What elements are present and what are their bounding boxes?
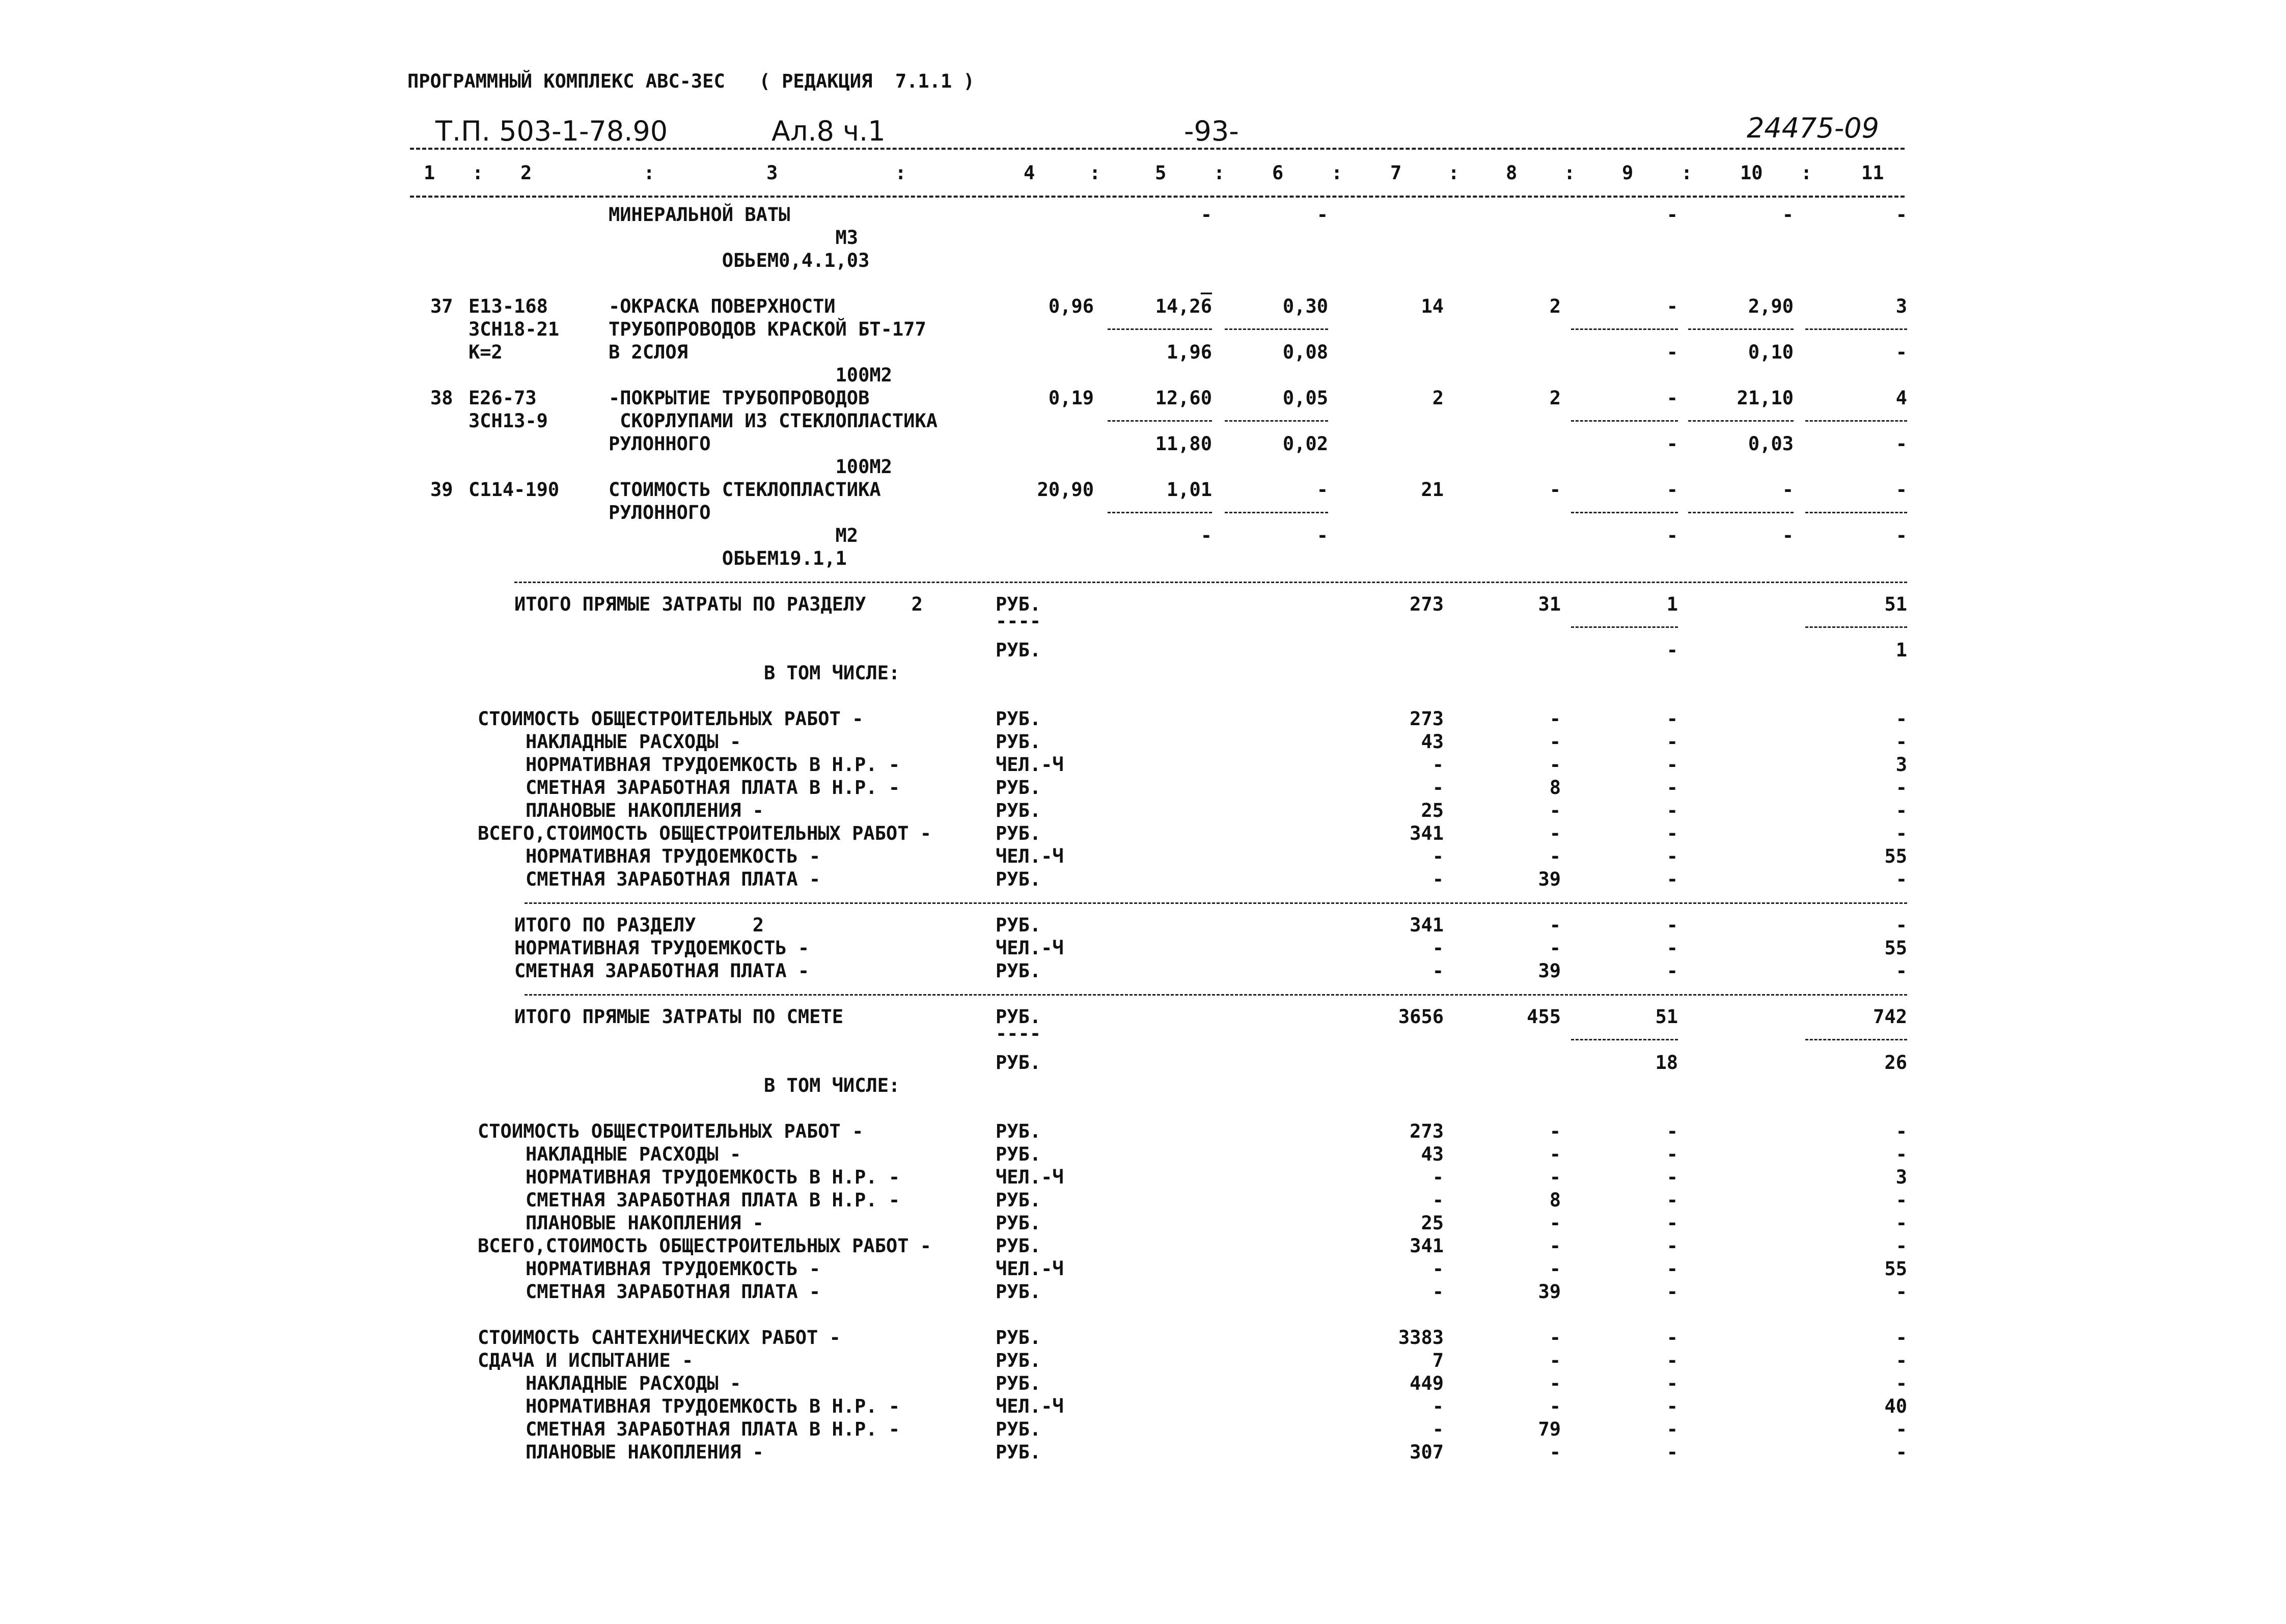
value-col-11: 3 [1895,754,1907,776]
value-col-9: - [1666,341,1678,363]
value-col-5: 11,80 [1155,433,1212,455]
unit-label: РУБ. [996,1418,1041,1440]
unit-label: ЧЕЛ.-Ч [996,1166,1064,1188]
work-description: 100М2 [609,456,892,478]
value-col-7: 2 [1432,387,1444,409]
norm-code: ЗСН18-21 [469,318,560,340]
item-number: 38 [430,387,453,409]
summary-label: СТОИМОСТЬ САНТЕХНИЧЕСКИХ РАБОТ - [478,1327,841,1348]
value-col-11: - [1895,708,1907,730]
value-col-11: - [1895,1418,1907,1440]
value-col-10: - [1782,525,1794,546]
norm-code: К=2 [469,341,503,363]
column-header-rule [410,196,1905,198]
value-col-7: 21 [1421,479,1444,501]
value-col-11: - [1895,731,1907,753]
value-col-8: - [1549,754,1561,776]
work-description: -ПОКРЫТИЕ ТРУБОПРОВОДОВ [609,387,870,409]
value-col-11: 26 [1884,1052,1907,1074]
value-col-9: - [1666,754,1678,776]
value-col-9: - [1666,822,1678,844]
value-col-8: - [1549,479,1561,501]
value-col-8: - [1549,1166,1561,1188]
value-col-9: - [1666,1166,1678,1188]
value-col-11: - [1895,204,1907,226]
unit-label: РУБ. [996,960,1041,982]
value-col-9: 51 [1655,1006,1678,1028]
summary-sublabel: СМЕТНАЯ ЗАРАБОТНАЯ ПЛАТА - [526,1281,821,1303]
unit-label: РУБ. [996,1350,1041,1371]
value-col-9: - [1666,1327,1678,1348]
norm-code: ЗСН13-9 [469,410,548,432]
value-col-8: - [1549,937,1561,959]
value-col-9: - [1666,295,1678,317]
value-col-11: - [1895,1441,1907,1463]
value-col-9: 1 [1666,593,1678,615]
summary-sublabel: НАКЛАДНЫЕ РАСХОДЫ - [526,1372,741,1394]
value-col-6: - [1316,479,1328,501]
value-col-8: 39 [1538,868,1561,890]
summary-sublabel: СМЕТНАЯ ЗАРАБОТНАЯ ПЛАТА В Н.Р. - [526,1418,900,1440]
item-number: 39 [430,479,453,501]
column-separator: : [1681,162,1693,184]
summary-label: СДАЧА И ИСПЫТАНИЕ - [478,1350,694,1371]
value-col-7: 449 [1410,1372,1444,1394]
unit-label: РУБ. [996,1212,1041,1234]
column-number: 10 [1740,162,1763,184]
value-col-7: 273 [1410,708,1444,730]
column-number: 4 [1024,162,1035,184]
value-col-8: 39 [1538,960,1561,982]
value-col-7: - [1432,1258,1444,1280]
value-col-6: - [1316,204,1328,226]
summary-label: СТОИМОСТЬ ОБЩЕСТРОИТЕЛЬНЫХ РАБОТ - [478,708,864,730]
value-col-7: 7 [1432,1350,1444,1371]
value-col-9: - [1666,845,1678,867]
value-col-7: 25 [1421,1212,1444,1234]
value-col-11: - [1895,914,1907,936]
value-col-7: - [1432,1281,1444,1303]
unit-underline: ---- [996,610,1041,632]
value-col-11: - [1895,1350,1907,1371]
column-number: 9 [1622,162,1634,184]
value-col-8: - [1549,1143,1561,1165]
value-col-7: 25 [1421,800,1444,821]
value-col-9: - [1666,525,1678,546]
column-separator: : [1448,162,1459,184]
value-col-10: - [1782,479,1794,501]
value-col-9: - [1666,960,1678,982]
summary-label: ВСЕГО,СТОИМОСТЬ ОБЩЕСТРОИТЕЛЬНЫХ РАБОТ - [478,1235,932,1257]
summary-sublabel: СМЕТНАЯ ЗАРАБОТНАЯ ПЛАТА В Н.Р. - [526,1189,900,1211]
value-divider-col-6 [1225,420,1328,422]
unit-label: РУБ. [996,1052,1041,1074]
value-divider-col-11 [1805,512,1907,513]
summary-sublabel: СМЕТНАЯ ЗАРАБОТНАЯ ПЛАТА - [526,868,821,890]
value-col-8: - [1549,1327,1561,1348]
drawing-code: Т.П. 503-1-78.90 [435,115,668,147]
summary-label: СТОИМОСТЬ ОБЩЕСТРОИТЕЛЬНЫХ РАБОТ - [478,1120,864,1142]
summary-sublabel: НАКЛАДНЫЕ РАСХОДЫ - [526,731,741,753]
unit-label: РУБ. [996,1189,1041,1211]
value-col-9: - [1666,1189,1678,1211]
value-col-9: - [1666,708,1678,730]
value-col-9: - [1666,1350,1678,1371]
value-col-8: - [1549,1441,1561,1463]
value-col-5: - [1200,525,1212,546]
value-divider-col-11 [1805,420,1907,422]
work-description: М2 [609,525,859,546]
value-col-11: - [1895,822,1907,844]
value-col-8: 2 [1549,387,1561,409]
unit-label: ЧЕЛ.-Ч [996,754,1064,776]
value-col-7: 3383 [1398,1327,1444,1348]
column-separator: : [895,162,906,184]
unit-underline: ---- [996,1023,1041,1044]
column-separator: : [1214,162,1225,184]
value-col-7: - [1432,937,1444,959]
value-col-11: - [1895,1327,1907,1348]
value-col-11: 742 [1873,1006,1907,1028]
value-divider-col-9 [1571,626,1678,628]
value-col-8: - [1549,800,1561,821]
unit-label: РУБ. [996,1372,1041,1394]
value-divider-col-5 [1108,420,1212,422]
value-col-8: 31 [1538,593,1561,615]
value-col-5: 1,01 [1166,479,1212,501]
value-col-9: - [1666,731,1678,753]
subheading: В ТОМ ЧИСЛЕ: [764,1075,900,1096]
value-col-10: 0,03 [1748,433,1794,455]
value-col-7: 341 [1410,822,1444,844]
value-col-9: - [1666,1258,1678,1280]
column-separator: : [643,162,655,184]
work-description: ОБЬЕМ19.1,1 [609,547,847,569]
value-col-7: 341 [1410,1235,1444,1257]
value-col-9: - [1666,777,1678,799]
work-description: СКОРЛУПАМИ ИЗ СТЕКЛОПЛАСТИКА [609,410,938,432]
value-col-5: _ [1200,272,1212,294]
unit-label: РУБ. [996,708,1041,730]
work-description: ТРУБОПРОВОДОВ КРАСКОЙ БТ-177 [609,318,926,340]
column-separator: : [1564,162,1576,184]
column-number: 6 [1272,162,1284,184]
value-col-11: 4 [1895,387,1907,409]
value-col-7: 14 [1421,295,1444,317]
value-divider-col-10 [1688,512,1794,513]
value-col-6: 0,08 [1282,341,1328,363]
value-col-11: - [1895,1120,1907,1142]
unit-label: РУБ. [996,800,1041,821]
summary-sublabel: ПЛАНОВЫЕ НАКОПЛЕНИЯ - [526,1212,764,1234]
subtotal-rule [525,994,1907,996]
value-col-8: - [1549,845,1561,867]
summary-sublabel: НОРМАТИВНАЯ ТРУДОЕМКОСТЬ В Н.Р. - [526,1395,900,1417]
column-number: 7 [1390,162,1402,184]
value-col-11: - [1895,1212,1907,1234]
value-col-5: 14,26 [1155,295,1212,317]
summary-label: НОРМАТИВНАЯ ТРУДОЕМКОСТЬ - [514,937,810,959]
value-divider-col-11 [1805,1039,1907,1040]
unit-label: ЧЕЛ.-Ч [996,845,1064,867]
value-col-11: 55 [1884,845,1907,867]
value-col-9: - [1666,1235,1678,1257]
value-col-11: 1 [1895,639,1907,661]
value-col-7: - [1432,1395,1444,1417]
page-number: -93- [1184,115,1239,147]
column-number: 2 [520,162,532,184]
value-col-8: 2 [1549,295,1561,317]
unit-label: РУБ. [996,1235,1041,1257]
value-col-9: - [1666,204,1678,226]
value-col-6: 0,05 [1282,387,1328,409]
column-number: 8 [1506,162,1518,184]
value-col-9: 18 [1655,1052,1678,1074]
value-divider-col-10 [1688,328,1794,330]
value-col-8: - [1549,1235,1561,1257]
value-col-9: - [1666,479,1678,501]
value-col-9: - [1666,914,1678,936]
summary-sublabel: ПЛАНОВЫЕ НАКОПЛЕНИЯ - [526,1441,764,1463]
value-col-4: 0,96 [1048,295,1094,317]
unit-label: РУБ. [996,639,1041,661]
value-col-11: 3 [1895,295,1907,317]
summary-sublabel: ПЛАНОВЫЕ НАКОПЛЕНИЯ - [526,800,764,821]
value-col-9: - [1666,433,1678,455]
value-col-11: 55 [1884,937,1907,959]
value-col-8: 39 [1538,1281,1561,1303]
value-col-5: - [1200,204,1212,226]
work-description: СТОИМОСТЬ СТЕКЛОПЛАСТИКА [609,479,881,501]
unit-label: ЧЕЛ.-Ч [996,1258,1064,1280]
album-ref: Ал.8 ч.1 [772,115,886,147]
value-col-9: - [1666,387,1678,409]
work-description: РУЛОННОГО [609,502,711,524]
column-separator: : [1089,162,1101,184]
value-col-11: 40 [1884,1395,1907,1417]
summary-sublabel: НОРМАТИВНАЯ ТРУДОЕМКОСТЬ В Н.Р. - [526,1166,900,1188]
value-col-11: - [1895,960,1907,982]
value-col-8: - [1549,1120,1561,1142]
unit-label: РУБ. [996,777,1041,799]
summary-label: ИТОГО ПО РАЗДЕЛУ 2 [514,914,764,936]
value-col-7: - [1432,1166,1444,1188]
value-col-11: - [1895,479,1907,501]
work-description: МИНЕРАЛЬНОЙ ВАТЫ [609,204,790,226]
unit-label: РУБ. [996,1441,1041,1463]
value-col-8: - [1549,822,1561,844]
value-col-6: - [1316,525,1328,546]
unit-label: РУБ. [996,593,1041,615]
work-description: РУЛОННОГО [609,433,711,455]
value-col-9: - [1666,1212,1678,1234]
value-col-11: 55 [1884,1258,1907,1280]
value-col-7: - [1432,868,1444,890]
value-divider-col-5 [1108,512,1212,513]
subtotal-rule [525,902,1907,904]
unit-label: РУБ. [996,1327,1041,1348]
value-col-8: 8 [1549,1189,1561,1211]
unit-label: РУБ. [996,1006,1041,1028]
value-col-8: - [1549,731,1561,753]
value-col-9: - [1666,1372,1678,1394]
value-col-8: 455 [1527,1006,1561,1028]
column-separator: : [472,162,484,184]
value-col-10: 0,10 [1748,341,1794,363]
value-col-11: - [1895,1281,1907,1303]
value-col-7: - [1432,1418,1444,1440]
value-col-11: - [1895,1235,1907,1257]
item-number: 37 [430,295,453,317]
value-col-9: - [1666,868,1678,890]
value-col-8: - [1549,1372,1561,1394]
value-col-11: - [1895,800,1907,821]
value-divider-col-9 [1571,1039,1678,1040]
value-divider-col-9 [1571,420,1678,422]
value-col-8: - [1549,1212,1561,1234]
value-col-7: 43 [1421,731,1444,753]
unit-label: ЧЕЛ.-Ч [996,1395,1064,1417]
value-col-9: - [1666,639,1678,661]
value-col-7: 273 [1410,1120,1444,1142]
value-col-9: - [1666,1418,1678,1440]
value-divider-col-11 [1805,328,1907,330]
value-col-11: - [1895,1372,1907,1394]
unit-label: РУБ. [996,914,1041,936]
value-col-7: - [1432,845,1444,867]
value-col-8: 8 [1549,777,1561,799]
value-divider-col-10 [1688,420,1794,422]
summary-sublabel: НАКЛАДНЫЕ РАСХОДЫ - [526,1143,741,1165]
work-description: М3 [609,227,859,249]
value-col-8: - [1549,1258,1561,1280]
value-divider-col-6 [1225,512,1328,513]
value-divider-col-5 [1108,328,1212,330]
header-rule [410,148,1905,150]
subheading: В ТОМ ЧИСЛЕ: [764,662,900,684]
column-number: 11 [1861,162,1884,184]
unit-label: ЧЕЛ.-Ч [996,937,1064,959]
summary-sublabel: НОРМАТИВНАЯ ТРУДОЕМКОСТЬ - [526,1258,821,1280]
norm-code: Е13-168 [469,295,548,317]
value-col-7: - [1432,777,1444,799]
value-col-11: - [1895,1143,1907,1165]
program-header: ПРОГРАММНЫЙ КОМПЛЕКС АВС-3ЕС ( РЕДАКЦИЯ 7.1.1 ) [407,70,975,92]
value-col-8: - [1549,1395,1561,1417]
value-col-10: 2,90 [1748,295,1794,317]
value-col-7: 307 [1410,1441,1444,1463]
value-col-10: - [1782,204,1794,226]
column-number: 3 [766,162,778,184]
summary-label: ИТОГО ПРЯМЫЕ ЗАТРАТЫ ПО СМЕТЕ [514,1006,844,1028]
value-col-7: - [1432,754,1444,776]
unit-label: РУБ. [996,1120,1041,1142]
column-separator: : [1331,162,1343,184]
value-col-11: 51 [1884,593,1907,615]
value-col-7: 273 [1410,593,1444,615]
value-col-11: - [1895,525,1907,546]
value-col-9: - [1666,800,1678,821]
value-col-9: - [1666,1441,1678,1463]
value-col-11: - [1895,1189,1907,1211]
summary-sublabel: НОРМАТИВНАЯ ТРУДОЕМКОСТЬ В Н.Р. - [526,754,900,776]
value-col-8: 79 [1538,1418,1561,1440]
norm-code: Е26-73 [469,387,537,409]
value-col-11: 3 [1895,1166,1907,1188]
summary-label: ВСЕГО,СТОИМОСТЬ ОБЩЕСТРОИТЕЛЬНЫХ РАБОТ - [478,822,932,844]
summary-sublabel: НОРМАТИВНАЯ ТРУДОЕМКОСТЬ - [526,845,821,867]
document-number: 24475-09 [1747,112,1879,144]
section-rule [514,582,1907,583]
value-col-9: - [1666,937,1678,959]
value-col-4: 0,19 [1048,387,1094,409]
value-divider-col-6 [1225,328,1328,330]
column-number: 1 [424,162,435,184]
value-col-6: 0,30 [1282,295,1328,317]
summary-sublabel: СМЕТНАЯ ЗАРАБОТНАЯ ПЛАТА В Н.Р. - [526,777,900,799]
work-description: -ОКРАСКА ПОВЕРХНОСТИ [609,295,836,317]
value-col-9: - [1666,1281,1678,1303]
value-divider-col-9 [1571,328,1678,330]
unit-label: РУБ. [996,1281,1041,1303]
value-col-7: - [1432,1189,1444,1211]
value-col-10: 21,10 [1737,387,1794,409]
value-divider-col-11 [1805,626,1907,628]
value-col-11: - [1895,341,1907,363]
unit-label: РУБ. [996,731,1041,753]
norm-code: С114-190 [469,479,560,501]
column-number: 5 [1155,162,1167,184]
value-col-7: 43 [1421,1143,1444,1165]
value-col-7: - [1432,960,1444,982]
value-col-7: 341 [1410,914,1444,936]
value-col-11: - [1895,777,1907,799]
value-col-5: 1,96 [1166,341,1212,363]
value-col-11: - [1895,868,1907,890]
column-separator: : [1801,162,1812,184]
summary-label: ИТОГО ПРЯМЫЕ ЗАТРАТЫ ПО РАЗДЕЛУ 2 [514,593,923,615]
value-col-8: - [1549,1350,1561,1371]
value-col-9: - [1666,1143,1678,1165]
unit-label: РУБ. [996,1143,1041,1165]
work-description: В 2СЛОЯ [609,341,688,363]
value-col-8: - [1549,914,1561,936]
value-col-4: 20,90 [1037,479,1094,501]
unit-label: РУБ. [996,868,1041,890]
value-col-9: - [1666,1120,1678,1142]
value-col-6: 0,02 [1282,433,1328,455]
work-description: 100М2 [609,364,892,386]
value-col-11: - [1895,433,1907,455]
unit-label: РУБ. [996,822,1041,844]
value-col-7: 3656 [1398,1006,1444,1028]
summary-label: СМЕТНАЯ ЗАРАБОТНАЯ ПЛАТА - [514,960,810,982]
work-description: ОБЬЕМ0,4.1,03 [609,250,870,271]
value-col-5: 12,60 [1155,387,1212,409]
value-col-8: - [1549,708,1561,730]
value-col-9: - [1666,1395,1678,1417]
value-divider-col-9 [1571,512,1678,513]
